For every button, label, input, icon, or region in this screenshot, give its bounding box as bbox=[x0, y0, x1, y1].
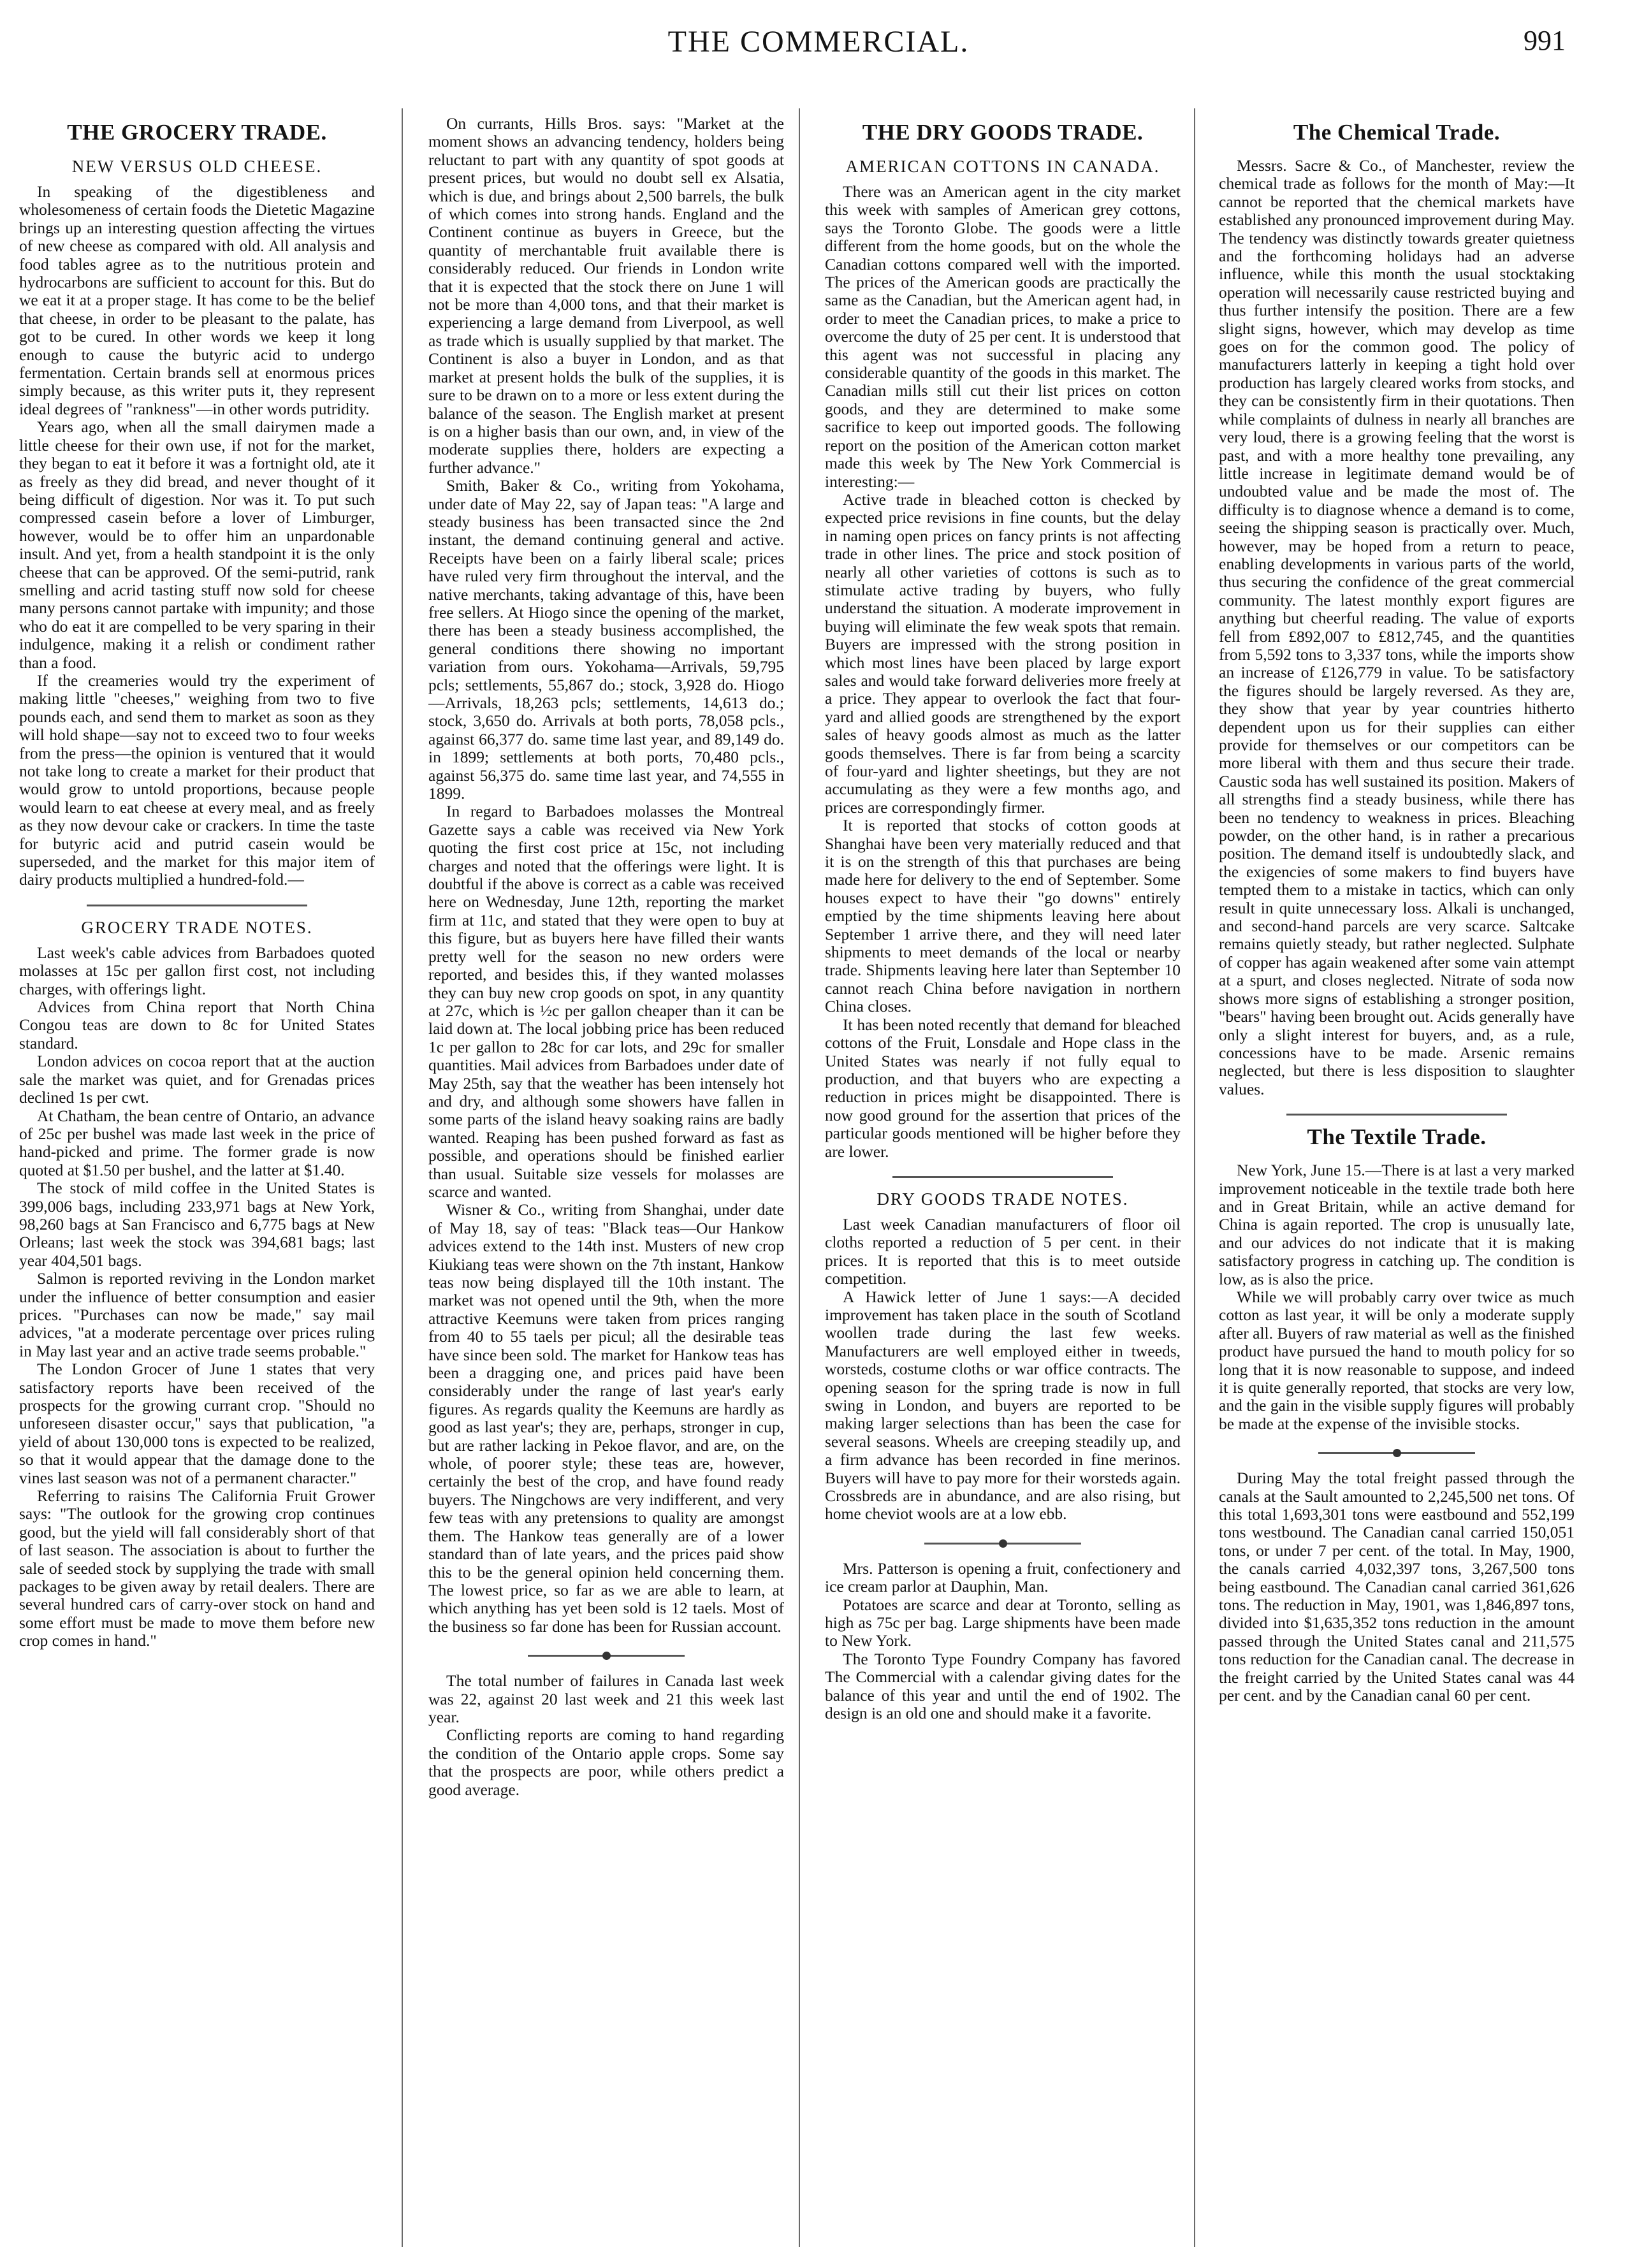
news-item: The Toronto Type Foundry Company has favored The Commercial with a calendar giving dates for the balance of this year and until the end of 1902. The design is an old one and should make it a favorite. bbox=[825, 1649, 1181, 1723]
page-number: 991 bbox=[1524, 25, 1566, 56]
column-rule bbox=[799, 108, 800, 2247]
news-item: Referring to raisins The California Fruit Grower says: "The outlook for the growing crop continues good, but the yield will fall considerably short of that of last season. The association is about to further the sale of seeded stock by supplying the trade with small packages to be given away by retail dealers. There are several hundred cars of carry-over stock on hand and some effort must be made to move them before new crop comes in hand." bbox=[19, 1487, 375, 1650]
news-item: The stock of mild coffee in the United States is 399,006 bags, including 233,971 bags at New York, 98,260 bags at San Francisco and 6,775 bags at New Orleans; last week the stock was 394,681 bags; last year 404,501 bags. bbox=[19, 1179, 375, 1270]
news-item: A Hawick letter of June 1 says:—A decided improvement has taken place in the south of Scotland woollen trade during the last few weeks. Manufacturers are well employed either in tweeds, worsteds, costume cloths or war office contracts. The opening season for the spring trade is now in full swing in London, and buyers are reported to be making larger selections than has been the case for several seasons. Wheels are creeping steadily up, and a firm advance has been recorded in fine merinos. Buyers will have to pay more for their worsteds again. Crossbreds are in abundance, and are also rising, but home cheviot wools are at a low ebb. bbox=[825, 1287, 1181, 1523]
dry-goods-heading: THE DRY GOODS TRADE. bbox=[862, 120, 1144, 145]
column-4 bbox=[1219, 115, 1575, 2244]
article-paragraph: New York, June 15.—There is at last a very marked improvement noticeable in the textile trade both here and in Great Britain, while an active demand for China is again reported. The crop is unusually late, and our advices do not indicate that it is making satisfactory progress in catching up. The condition is low, as is also the price. bbox=[1219, 1161, 1575, 1288]
section-divider bbox=[892, 1176, 1113, 1178]
section-divider bbox=[528, 1655, 685, 1657]
article-paragraph: During May the total freight passed through the canals at the Sault amounted to 2,245,500 net tons. Of this total 1,693,301 tons were eastbound and 552,199 tons westbound. The Canadian canal carried 150,051 tons, or under 7 per cent. of the total. In May, 1900, the canals carried 4,032,397 tons, 3,267,500 tons being eastbound. The Canadian canal carried 361,626 tons. The reduction in May, 1901, was 1,846,897 tons, divided into $1,635,352 tons reduction in the amount passed through the United States canal and 211,575 tons reduction for the Canadian canal. The decrease in the freight carried by the United States canal was 44 per cent. and by the Canadian canal 60 per cent. bbox=[1219, 1469, 1575, 1705]
article-paragraph: Years ago, when all the small dairymen made a little cheese for their own use, if not for the market, they began to eat it before it was a fortnight old, ate it as freely as they did bread, and never thought of it being difficult of digestion. Nor was it. To put such compressed casein before a lover of Limburger, however, would be to offer him an unpardonable insult. And yet, from a health standpoint it is the only cheese that can be approved. Of the semi-putrid, rank smelling and acrid tasting stuff now sold for cheese many persons cannot partake with impunity; and those who do eat it are compelled to be very sparing in their indulgence, making it a relish or condiment rather than a food. bbox=[19, 418, 375, 672]
news-item: Salmon is reported reviving in the London market under the influence of better consumption and easier prices. "Purchases can now be made," say mail advices, "at a moderate percentage over prices ruling in May last year and an active trade seems probable." bbox=[19, 1269, 375, 1360]
section-divider bbox=[1286, 1114, 1507, 1116]
news-item: Wisner & Co., writing from Shanghai, under date of May 18, say of teas: "Black teas—Our Hankow advices extend to the 14th inst. Musters of new crop Kiukiang teas were shown on the 7th instant, Hankow teas now being displayed till the 10th instant. The market was not opened until the 9th, when the more attractive Keemuns were taken from prices ranging from 40 to 55 taels per picul; all the desirable teas have since been sold. The market for Hankow teas has been a dragging one, and prices paid have been considerably under the range of last year's early figures. As regards quality the Keemuns are hardly as good as last year's; they are, perhaps, stronger in cup, but are rather lacking in Pekoe flavor, and are, on the whole, of poorer style; these teas are, however, certainly the best of the crop, and have found ready buyers. The Ningchows are very indifferent, and very few teas with any pretensions to quality are amongst them. The Hankow teas generally are of a lower standard than of late years, and the prices paid show this to be the general opinion held concerning them. The lowest price, so far as we are able to learn, at which anything has yet been sold is 12 taels. Most of the business so far done has been for Russian account. bbox=[428, 1200, 784, 1636]
news-item: The total number of failures in Canada last week was 22, against 20 last week and 21 this week last year. bbox=[428, 1671, 784, 1726]
column-2 bbox=[428, 115, 784, 2244]
news-item: Mrs. Patterson is opening a fruit, confectionery and ice cream parlor at Dauphin, Man. bbox=[825, 1559, 1181, 1596]
news-item: Last week Canadian manufacturers of floor oil cloths reported a reduction of 5 per cent. in their prices. It is reported that this is to meet outside competition. bbox=[825, 1214, 1181, 1288]
news-item: Advices from China report that North China Congou teas are down to 8c for United States standard. bbox=[19, 998, 375, 1052]
column-rule bbox=[1194, 108, 1195, 2247]
news-item: The London Grocer of June 1 states that very satisfactory reports have been received of the prospects for the growing currant crop. "Should no unforeseen disaster occur," says that publication, "a yield of about 130,000 tons is expected to be realized, so that it would appear that the damage done to the vines last season was not of a permanent character." bbox=[19, 1360, 375, 1487]
article-paragraph: Messrs. Sacre & Co., of Manchester, review the chemical trade as follows for the month of May:—It cannot be reported that the chemical markets have established any pronounced improvement during May. The tendency was distinctly towards greater quietness and the forthcoming holidays had an adverse influence, while this month the usual stocktaking operation will necessarily cause restricted buying and thus further intensify the position. There are a few slight signs, however, which may develop as time goes on for the common good. The policy of manufacturers latterly in keeping a tight hold over production has largely cleared works from stocks, and they can be consistently firm in their quotations. Then while complaints of dulness in nearly all branches are very loud, there is a growing feeling that the worst is past, and with a more healthy tone prevailing, any little increase in legitimate demand would be of undoubted value and be made the most of. The difficulty is to diagnose whence a demand is to come, seeing the shipping season is practically over. Much, however, may be hoped from a return to peace, enabling developments in various parts of the world, thus securing the confidence of the great commercial community. The latest monthly export figures are anything but cheerful reading. The value of exports fell from £892,007 to £812,745, and the quantities from 5,592 tons to 3,337 tons, while the imports show an increase of £126,779 in value. To be satisfactory the figures should be largely reversed. As they are, they show that year by year countries hitherto dependent upon us for their supplies can either provide for themselves or our competitors can be more liberal with them and thus secure their trade. Caustic soda has well sustained its position. Makers of all strengths find a steady business, while there has been no tendency to weakness in prices. Bleaching powder, on the other hand, is in rather a precarious position. The demand itself is undoubtedly slack, and the exigencies of some makers to find buyers have tempted them to a mistake in tactics, which can only result in quite unnecessary loss. Alkali is unchanged, and second-hand parcels are very scarce. Saltcake remains quietly steady, but rather neglected. Sulphate of copper has again weakened after some vain attempt at a spurt, and closes neglected. Nitrate of soda now shows more signs of establishing a stronger position, "bears" having been brought out. Acids generally have only a slight interest for buyers, and, as a rule, concessions have to be made. Arsenic remains neglected, but there is less disposition to slaughter values. bbox=[1219, 156, 1575, 1098]
news-item: Last week's cable advices from Barbadoes quoted molasses at 15c per gallon first cost, not including charges, with offerings light. bbox=[19, 943, 375, 998]
section-divider bbox=[87, 905, 307, 906]
column-1 bbox=[19, 115, 375, 2244]
article-paragraph: If the creameries would try the experiment of making little "cheeses," weighing from two to five pounds each, and send them to market as soon as they will hold shape—say not to exceed two to four weeks from the press—the opinion is ventured that it would not take long to create a market for their product that would grow to untold proportions, because people would learn to eat cheese at every meal, and as freely as they now devour cake or crackers. In time the taste for butyric acid and putrid casein would be superseded, and the market for this major item of dairy products multiplied a hundred-fold.— bbox=[19, 671, 375, 889]
news-item: In regard to Barbadoes molasses the Montreal Gazette says a cable was received via New York quoting the first cost price at 15c, not including charges and noted that the offerings were light. It is doubtful if the above is correct as a cable was received here on Wednesday, June 12th, reporting the market firm at 11c, and stated that they were open to buy at this figure, but as buyers here have filled their wants pretty well for the season no new orders were reported, and besides this, if they wanted molasses they can buy new crop goods on spot, in any quantity at 27c, which is ½c per gallon cheaper than it can be laid down at. The local jobbing price has been reduced 1c per gallon to 28c for car lots, and 29c for smaller quantities. Mail advices from Barbadoes under date of May 25th, say that the weather has been intensely hot and dry, and although some showers have fallen in some parts of the island heavy soaking rains are badly wanted. Reaping has been pushed forward as fast as possible, and operations should be finished earlier than usual. Suitable size vessels for molasses are scarce and wanted. bbox=[428, 802, 784, 1201]
section-divider bbox=[1318, 1452, 1475, 1454]
article-paragraph: It has been noted recently that demand for bleached cottons of the Fruit, Lonsdale and Hope class in the United States was nearly if not fully equal to production, and that buyers who are expecting a reduction in prices might be disappointed. There is now good ground for the assertion that prices of the particular goods mentioned will be higher before they are lower. bbox=[825, 1015, 1181, 1161]
grocery-notes-heading: GROCERY TRADE NOTES. bbox=[81, 917, 313, 937]
grocery-trade-heading: THE GROCERY TRADE. bbox=[67, 120, 327, 145]
news-item: Smith, Baker & Co., writing from Yokohama, under date of May 22, say of Japan teas: "A large and steady business has been transacted since the 2nd instant, the demand continuing general and active. Receipts have been on a fairly liberal scale; prices have ruled very firm throughout the interval, and the native merchants, taking advantage of this, have been free sellers. At Hiogo since the opening of the market, there has been a steady business accomplished, the general conditions there showing no important variation from ours. Yokohama—Arrivals, 59,795 pcls; settlements, 55,867 do.; stock, 3,928 do. Hiogo—Arrivals, 18,263 pcls; settlements, 14,613 do.; stock, 3,650 do. Arrivals at both ports, 78,058 pcls., against 66,377 do. same time last year, and 89,149 do. in 1899; settlements at both ports, 70,480 pcls., against 56,375 do. same time last year, and 74,555 in 1899. bbox=[428, 476, 784, 803]
column-3 bbox=[825, 115, 1181, 2244]
american-cottons-subheading: AMERICAN COTTONS IN CANADA. bbox=[845, 157, 1160, 176]
cheese-subheading: NEW VERSUS OLD CHEESE. bbox=[71, 157, 323, 176]
article-paragraph: There was an American agent in the city market this week with samples of American grey cottons, says the Toronto Globe. The goods were a little different from the home goods, but on the whole the Canadian cottons compared well with the imported. The prices of the American goods are practically the same as the Canadian, but the American agent had, in order to meet the Canadian prices, to make a price to overcome the duty of 25 per cent. It is understood that this agent was not successful in placing any considerable quantity of the goods in this market. The Canadian mills still cut their list prices on cotton goods, and they are determined to make some sacrifice to keep out imported goods. The following report on the position of the American cotton market made this week by The New York Commercial is interesting:— bbox=[825, 182, 1181, 491]
dry-goods-notes-heading: DRY GOODS TRADE NOTES. bbox=[877, 1189, 1129, 1209]
news-item: On currants, Hills Bros. says: "Market at the moment shows an advancing tendency, holders being reluctant to part with any quantity of spot goods at present prices, but would no doubt sell ex Alsatia, which is due, and brings about 2,500 barrels, the bulk of which comes into strong hands. England and the Continent continue as buyers in Greece, but the quantity of merchantable fruit available there is considerably reduced. Our friends in London write that it is expected that the stock there on June 1 will not be more than 4,000 tons, and that their market is experiencing a large demand from Liverpool, as well as trade which is usually supplied by that market. The Continent is also a buyer in London, and as that market at present holds the bulk of the supplies, it is sure to be drawn on to a more or less extent during the balance of the season. The English market at present is on a higher basis than our own, and, in view of the moderate supplies there, holders are expecting a further advance." bbox=[428, 115, 784, 477]
news-item: London advices on cocoa report that at the auction sale the market was quiet, and for Grenadas prices declined 1s per cwt. bbox=[19, 1052, 375, 1107]
masthead: THE COMMERCIAL. bbox=[667, 25, 970, 59]
article-paragraph: While we will probably carry over twice as much cotton as last year, it will be only a moderate supply after all. Buyers of raw material as well as the finished product have pursued the hand to mouth policy for so long that it is now reasonable to suppose, and indeed it is quite generally reported, that stocks are very low, and the gain in the visible supply figures will probably be made at the expense of the invisible stocks. bbox=[1219, 1287, 1575, 1433]
article-paragraph: In speaking of the digestibleness and wholesomeness of certain foods the Dietetic Magazine brings up an interesting question affecting the virtues of new cheese as compared with old. All analysis and food tables agree as to the nutritious protein and hydrocarbons are sufficient to account for this. But do we eat it at a proper stage. It has come to be the belief that cheese, in order to be pleasant to the palate, has got to be cured. In other words we keep it long enough to cause the butyric acid to undergo fermentation. Certain brands sell at enormous prices simply because, as this writer puts it, they represent ideal degrees of "rankness"—in other words putridity. bbox=[19, 182, 375, 418]
article-paragraph: It is reported that stocks of cotton goods at Shanghai have been very materially reduced and that it is on the strength of this that purchases are being made here for delivery to the end of September. Some houses expect to have their "go downs" entirely emptied by the time shipments leaving here about September 1 arrive there, and they will need later shipments to meet demands of the local or nearby trade. Shipments leaving here later than September 10 cannot reach China before navigation in northern China closes. bbox=[825, 816, 1181, 1016]
chemical-trade-heading: The Chemical Trade. bbox=[1293, 120, 1501, 145]
section-divider bbox=[924, 1543, 1081, 1545]
article-paragraph: Active trade in bleached cotton is checked by expected price revisions in fine counts, but the delay in naming open prices on fancy prints is not affecting trade in other lines. The price and stock position of nearly all other varieties of cottons is such as to stimulate active trading by buyers, who fully understand the situation. A moderate improvement in buying will eliminate the few weak spots that remain. Buyers are impressed with the strong position in which most lines have been placed by large export sales and would take forward deliveries more freely at a price. They appear to overlook the fact that four-yard and allied goods are strengthened by the export sales of heavy goods almost as much as the latter goods themselves. There is far from being a scarcity of four-yard and lighter sheetings, but they are not accumulating as they were a few months ago, and prices are correspondingly firmer. bbox=[825, 490, 1181, 817]
news-item: Conflicting reports are coming to hand regarding the condition of the Ontario apple crops. Some say that the prospects are poor, while others predict a good average. bbox=[428, 1726, 784, 1799]
news-item: Potatoes are scarce and dear at Toronto, selling as high as 75c per bag. Large shipments have been made to New York. bbox=[825, 1595, 1181, 1650]
textile-trade-heading: The Textile Trade. bbox=[1307, 1124, 1487, 1150]
column-rule bbox=[402, 108, 403, 2247]
running-head bbox=[0, 19, 1637, 64]
news-item: At Chatham, the bean centre of Ontario, an advance of 25c per bushel was made last week in the price of hand-picked and prime. The former grade is now quoted at $1.50 per bushel, and the latter at $1.40. bbox=[19, 1106, 375, 1179]
